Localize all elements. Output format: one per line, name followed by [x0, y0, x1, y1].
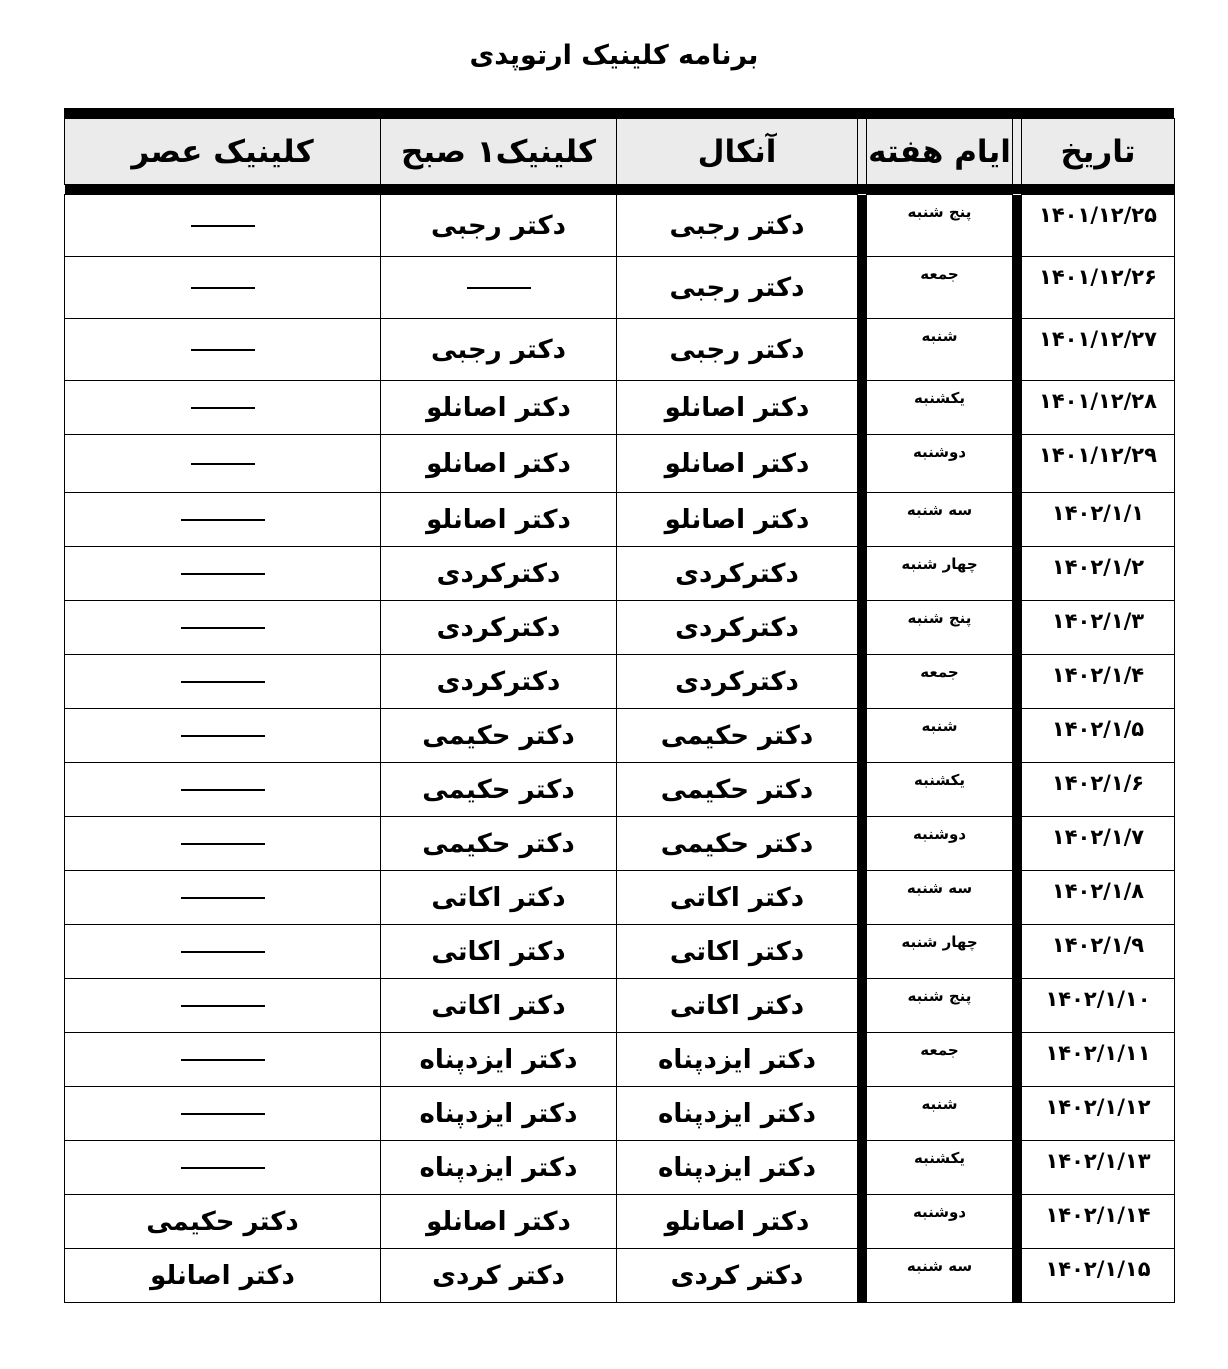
- empty-dash: [181, 1167, 265, 1169]
- column-separator: [1013, 1141, 1022, 1195]
- table-row: [65, 547, 1175, 601]
- cell-clinic-evening: [65, 709, 381, 763]
- column-separator: [858, 1087, 867, 1141]
- empty-dash: [181, 573, 265, 575]
- column-separator: [1013, 871, 1022, 925]
- cell-clinic-evening: [65, 1087, 381, 1141]
- cell-clinic-morning: دکتر رجبی: [381, 319, 617, 381]
- empty-dash: [467, 287, 531, 289]
- cell-clinic-evening: [65, 547, 381, 601]
- table-row: [65, 257, 1175, 319]
- column-separator: [858, 319, 867, 381]
- cell-clinic-morning: دکتر کردی: [381, 1249, 617, 1303]
- table-row: [65, 979, 1175, 1033]
- column-separator: [858, 871, 867, 925]
- column-separator: [858, 257, 867, 319]
- cell-date: ۱۴۰۱/۱۲/۲۶: [1022, 257, 1175, 319]
- cell-clinic-morning: دکتر اصانلو: [381, 381, 617, 435]
- column-separator: [858, 1195, 867, 1249]
- column-separator: [858, 1033, 867, 1087]
- cell-oncall: دکترکردی: [617, 547, 858, 601]
- cell-day: پنج شنبه: [867, 979, 1013, 1033]
- cell-clinic-evening: [65, 257, 381, 319]
- header-divider: [65, 185, 1175, 195]
- empty-dash: [191, 407, 255, 409]
- column-separator: [858, 195, 867, 257]
- column-separator: [1013, 925, 1022, 979]
- cell-date: ۱۴۰۲/۱/۸: [1022, 871, 1175, 925]
- table-row: [65, 1087, 1175, 1141]
- column-separator: [858, 925, 867, 979]
- cell-clinic-evening: [65, 1141, 381, 1195]
- cell-oncall: دکتر اصانلو: [617, 493, 858, 547]
- cell-day: جمعه: [867, 1033, 1013, 1087]
- cell-clinic-morning: دکترکردی: [381, 547, 617, 601]
- column-separator: [1013, 1033, 1022, 1087]
- column-separator: [1013, 435, 1022, 493]
- cell-clinic-evening: [65, 493, 381, 547]
- cell-date: ۱۴۰۲/۱/۷: [1022, 817, 1175, 871]
- column-separator: [858, 979, 867, 1033]
- cell-oncall: دکتر حکیمی: [617, 709, 858, 763]
- table-row: [65, 817, 1175, 871]
- cell-clinic-evening: [65, 817, 381, 871]
- empty-dash: [191, 287, 255, 289]
- cell-oncall: دکتر اکاتی: [617, 925, 858, 979]
- top-border: [64, 108, 1174, 118]
- header-row: [65, 119, 1175, 185]
- cell-oncall: دکتر ایزدپناه: [617, 1141, 858, 1195]
- cell-clinic-morning: دکتر اصانلو: [381, 435, 617, 493]
- table-row: [65, 709, 1175, 763]
- header-date: تاریخ: [1022, 119, 1175, 185]
- column-separator: [1013, 195, 1022, 257]
- cell-date: ۱۴۰۲/۱/۱۰: [1022, 979, 1175, 1033]
- cell-day: شنبه: [867, 319, 1013, 381]
- cell-oncall: دکتر اصانلو: [617, 1195, 858, 1249]
- cell-date: ۱۴۰۱/۱۲/۲۹: [1022, 435, 1175, 493]
- column-separator: [858, 435, 867, 493]
- column-separator: [858, 381, 867, 435]
- column-separator: [858, 1249, 867, 1303]
- cell-day: شنبه: [867, 1087, 1013, 1141]
- empty-dash: [181, 1113, 265, 1115]
- cell-clinic-evening: [65, 763, 381, 817]
- cell-clinic-morning: دکترکردی: [381, 655, 617, 709]
- table-row: [65, 319, 1175, 381]
- cell-oncall: دکتر اصانلو: [617, 435, 858, 493]
- cell-clinic-evening: [65, 979, 381, 1033]
- column-separator: [1013, 1249, 1022, 1303]
- cell-day: یکشنبه: [867, 763, 1013, 817]
- cell-oncall: دکترکردی: [617, 601, 858, 655]
- column-separator: [1013, 979, 1022, 1033]
- table-row: [65, 601, 1175, 655]
- cell-oncall: دکتر رجبی: [617, 257, 858, 319]
- column-separator: [858, 655, 867, 709]
- column-separator: [1013, 1087, 1022, 1141]
- table-row: [65, 195, 1175, 257]
- column-separator: [858, 817, 867, 871]
- cell-date: ۱۴۰۲/۱/۱۴: [1022, 1195, 1175, 1249]
- cell-date: ۱۴۰۲/۱/۳: [1022, 601, 1175, 655]
- table-row: [65, 435, 1175, 493]
- header-day: ایام هفته: [867, 119, 1013, 185]
- column-separator: [1013, 257, 1022, 319]
- column-separator: [858, 1141, 867, 1195]
- cell-clinic-morning: دکتر اصانلو: [381, 493, 617, 547]
- cell-oncall: دکتر کردی: [617, 1249, 858, 1303]
- empty-dash: [181, 735, 265, 737]
- cell-clinic-evening: [65, 435, 381, 493]
- cell-day: پنج شنبه: [867, 195, 1013, 257]
- cell-day: سه شنبه: [867, 871, 1013, 925]
- column-separator: [1013, 709, 1022, 763]
- page-title: برنامه کلینیک ارتوپدی: [469, 40, 759, 71]
- cell-clinic-evening: [65, 319, 381, 381]
- column-separator: [1013, 601, 1022, 655]
- cell-clinic-morning: دکتر حکیمی: [381, 709, 617, 763]
- cell-oncall: دکتر اکاتی: [617, 979, 858, 1033]
- column-separator: [1013, 817, 1022, 871]
- empty-dash: [181, 627, 265, 629]
- column-separator: [858, 709, 867, 763]
- column-separator: [858, 763, 867, 817]
- cell-day: جمعه: [867, 655, 1013, 709]
- cell-date: ۱۴۰۲/۱/۱: [1022, 493, 1175, 547]
- cell-day: چهار شنبه: [867, 925, 1013, 979]
- empty-dash: [181, 843, 265, 845]
- column-separator: [858, 493, 867, 547]
- cell-day: چهار شنبه: [867, 547, 1013, 601]
- cell-day: دوشنبه: [867, 817, 1013, 871]
- cell-date: ۱۴۰۲/۱/۱۳: [1022, 1141, 1175, 1195]
- cell-day: سه شنبه: [867, 493, 1013, 547]
- cell-clinic-morning: دکتر ایزدپناه: [381, 1141, 617, 1195]
- cell-oncall: دکتر ایزدپناه: [617, 1033, 858, 1087]
- header-clinic-morning: کلینیک۱ صبح: [381, 119, 617, 185]
- cell-clinic-evening: [65, 925, 381, 979]
- header-oncall: آنکال: [617, 119, 858, 185]
- cell-clinic-morning: دکتر اکاتی: [381, 871, 617, 925]
- cell-clinic-evening: دکتر حکیمی: [65, 1195, 381, 1249]
- cell-date: ۱۴۰۲/۱/۹: [1022, 925, 1175, 979]
- cell-oncall: دکتر رجبی: [617, 195, 858, 257]
- cell-date: ۱۴۰۲/۱/۱۱: [1022, 1033, 1175, 1087]
- column-separator: [1013, 547, 1022, 601]
- table-row: [65, 1033, 1175, 1087]
- empty-dash: [191, 225, 255, 227]
- empty-dash: [191, 463, 255, 465]
- cell-clinic-morning: دکتر رجبی: [381, 195, 617, 257]
- cell-date: ۱۴۰۱/۱۲/۲۵: [1022, 195, 1175, 257]
- cell-clinic-morning: [381, 257, 617, 319]
- schedule-table: [64, 118, 1175, 1303]
- column-separator: [858, 119, 867, 185]
- empty-dash: [181, 897, 265, 899]
- cell-oncall: دکتر ایزدپناه: [617, 1087, 858, 1141]
- cell-oncall: دکتر اصانلو: [617, 381, 858, 435]
- cell-clinic-morning: دکتر اکاتی: [381, 925, 617, 979]
- cell-date: ۱۴۰۲/۱/۵: [1022, 709, 1175, 763]
- column-separator: [858, 547, 867, 601]
- column-separator: [1013, 319, 1022, 381]
- cell-oncall: دکترکردی: [617, 655, 858, 709]
- cell-clinic-evening: [65, 1033, 381, 1087]
- table-row: [65, 1141, 1175, 1195]
- table-row: [65, 871, 1175, 925]
- column-separator: [858, 601, 867, 655]
- column-separator: [1013, 655, 1022, 709]
- table-row: [65, 1249, 1175, 1303]
- cell-day: یکشنبه: [867, 1141, 1013, 1195]
- empty-dash: [181, 1005, 265, 1007]
- cell-day: سه شنبه: [867, 1249, 1013, 1303]
- table-row: [65, 381, 1175, 435]
- empty-dash: [181, 681, 265, 683]
- cell-oncall: دکتر رجبی: [617, 319, 858, 381]
- cell-clinic-morning: دکتر حکیمی: [381, 817, 617, 871]
- cell-day: دوشنبه: [867, 1195, 1013, 1249]
- cell-date: ۱۴۰۲/۱/۲: [1022, 547, 1175, 601]
- cell-clinic-morning: دکتر ایزدپناه: [381, 1087, 617, 1141]
- table-row: [65, 493, 1175, 547]
- column-separator: [1013, 763, 1022, 817]
- cell-clinic-evening: [65, 601, 381, 655]
- cell-clinic-morning: دکتر ایزدپناه: [381, 1033, 617, 1087]
- empty-dash: [181, 1059, 265, 1061]
- column-separator: [1013, 493, 1022, 547]
- cell-day: دوشنبه: [867, 435, 1013, 493]
- cell-day: یکشنبه: [867, 381, 1013, 435]
- header-clinic-evening: کلینیک عصر: [65, 119, 381, 185]
- cell-day: پنج شنبه: [867, 601, 1013, 655]
- table-row: [65, 763, 1175, 817]
- table-row: [65, 655, 1175, 709]
- cell-clinic-evening: دکتر اصانلو: [65, 1249, 381, 1303]
- empty-dash: [191, 349, 255, 351]
- column-separator: [1013, 381, 1022, 435]
- cell-day: شنبه: [867, 709, 1013, 763]
- cell-date: ۱۴۰۲/۱/۶: [1022, 763, 1175, 817]
- cell-oncall: دکتر اکاتی: [617, 871, 858, 925]
- cell-date: ۱۴۰۱/۱۲/۲۷: [1022, 319, 1175, 381]
- cell-date: ۱۴۰۲/۱/۱۲: [1022, 1087, 1175, 1141]
- cell-clinic-evening: [65, 195, 381, 257]
- cell-date: ۱۴۰۱/۱۲/۲۸: [1022, 381, 1175, 435]
- table-row: [65, 1195, 1175, 1249]
- cell-clinic-morning: دکترکردی: [381, 601, 617, 655]
- empty-dash: [181, 789, 265, 791]
- cell-oncall: دکتر حکیمی: [617, 817, 858, 871]
- cell-day: جمعه: [867, 257, 1013, 319]
- cell-clinic-morning: دکتر اصانلو: [381, 1195, 617, 1249]
- empty-dash: [181, 519, 265, 521]
- cell-clinic-evening: [65, 871, 381, 925]
- cell-clinic-evening: [65, 655, 381, 709]
- cell-clinic-morning: دکتر اکاتی: [381, 979, 617, 1033]
- column-separator: [1013, 119, 1022, 185]
- cell-clinic-morning: دکتر حکیمی: [381, 763, 617, 817]
- schedule-body: [65, 195, 1175, 1303]
- empty-dash: [181, 951, 265, 953]
- cell-oncall: دکتر حکیمی: [617, 763, 858, 817]
- cell-date: ۱۴۰۲/۱/۴: [1022, 655, 1175, 709]
- table-row: [65, 925, 1175, 979]
- cell-clinic-evening: [65, 381, 381, 435]
- column-separator: [1013, 1195, 1022, 1249]
- cell-date: ۱۴۰۲/۱/۱۵: [1022, 1249, 1175, 1303]
